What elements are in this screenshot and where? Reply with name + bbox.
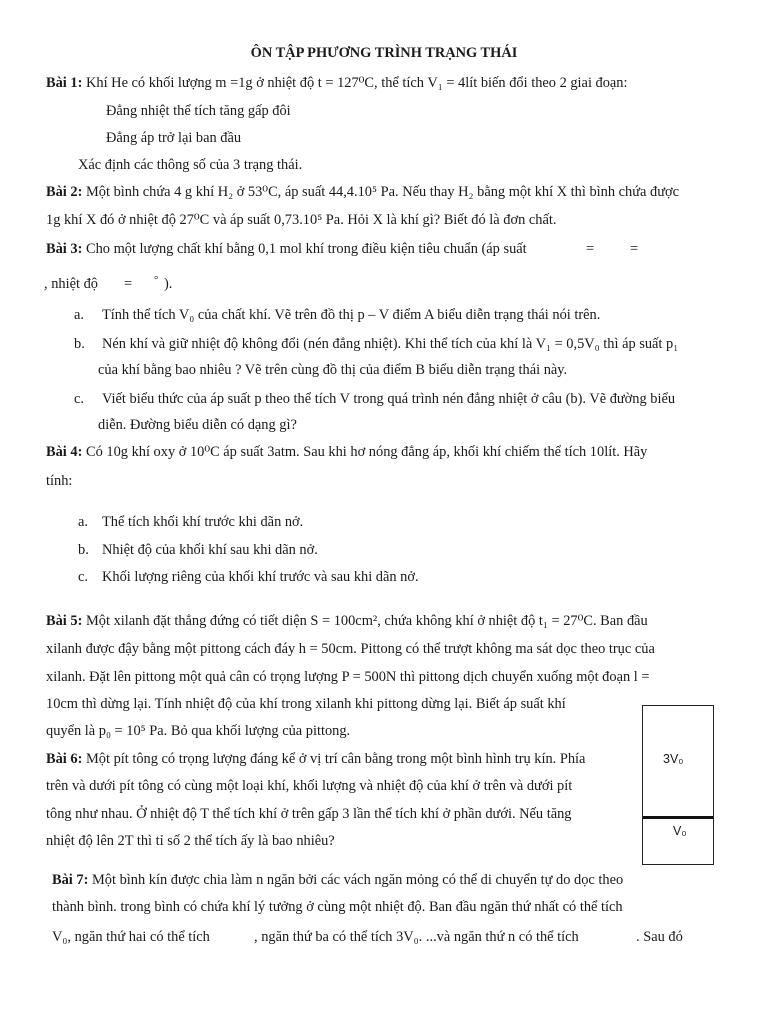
bai7-line1 bbox=[52, 871, 623, 889]
bai3-c-text: Viết biểu thức của áp suất p theo thể tích V trong quá trình nén đẳng nhiệt ở câu (b). Vẽ đường biểu bbox=[102, 391, 676, 407]
upper-volume-label: 3V₀ bbox=[663, 752, 684, 766]
bai3-line2d: ). bbox=[164, 276, 173, 292]
bai7-line2: thành bình. trong bình có chứa khí lý tưởng ở cùng một nhiệt độ. Ban đầu ngăn thứ nhất có thể tích bbox=[52, 899, 623, 915]
bai2-label: Bài 2: bbox=[46, 184, 83, 200]
bai7-line3c: . Sau đó bbox=[636, 929, 683, 945]
bai3-b bbox=[74, 335, 678, 353]
bai1-line4: Xác định các thông số của 3 trạng thái. bbox=[78, 157, 303, 173]
bai4-b-label: b. bbox=[78, 542, 89, 558]
bai5-line3: xilanh. Đặt lên pittong một quả cân có trọng lượng P = 500N thì pittong dịch chuyển xuống một đoạn l = bbox=[46, 669, 650, 685]
bai6-line2: trên và dưới pít tông có cùng một loại khí, khối lượng và nhiệt độ của khí ở trên và dưới pít bbox=[46, 778, 573, 794]
bai4-label: Bài 4: bbox=[46, 444, 83, 460]
bai6-line4: nhiệt độ lên 2T thì tỉ số 2 thể tích ấy là bao nhiêu? bbox=[46, 833, 335, 849]
bai2-line1 bbox=[46, 183, 679, 201]
bai4-c-text: Khối lượng riêng của khối khí trước và sau khi dãn nở. bbox=[102, 569, 419, 585]
bai7-line3b: , ngăn thứ ba có thể tích 3V₀. ...và ngăn thứ n có thể tích bbox=[254, 929, 579, 945]
bai3-b-text: Nén khí và giữ nhiệt độ không đổi (nén đẳng nhiệt). Khi thể tích của khí là V₁ = 0,5V₀ thì áp suất p₁ bbox=[102, 336, 679, 352]
bai6-line1 bbox=[46, 750, 585, 768]
bai3-degree: ° bbox=[154, 274, 159, 286]
bai5-line5: quyển là p₀ = 10⁵ Pa. Bỏ qua khối lượng của pittong. bbox=[46, 723, 351, 739]
bai4-line1 bbox=[46, 443, 647, 461]
bai4-b bbox=[78, 541, 318, 559]
bai7-label: Bài 7: bbox=[52, 872, 89, 888]
bai3-line1 bbox=[46, 240, 527, 258]
piston-line bbox=[643, 816, 713, 819]
bai3-a-text: Tính thể tích V₀ của chất khí. Vẽ trên đồ thị p – V điểm A biểu diễn trạng thái nói trên. bbox=[102, 307, 601, 323]
bai3-a bbox=[74, 306, 600, 324]
bai5-line2: xilanh được đậy bằng một pittong cách đáy h = 50cm. Pittong có thể trượt không ma sát dọc theo trục của bbox=[46, 641, 655, 657]
bai2-text: Một bình chứa 4 g khí H₂ ở 53⁰C, áp suất 44,4.10⁵ Pa. Nếu thay H₂ bằng một khí X thì bình chứa được bbox=[82, 184, 680, 200]
bai4-c-label: c. bbox=[78, 569, 88, 585]
bai3-label: Bài 3: bbox=[46, 241, 83, 257]
lower-volume-label: V₀ bbox=[673, 824, 687, 838]
bai3-c bbox=[74, 390, 675, 408]
bai3-b-line2: của khí bằng bao nhiêu ? Vẽ trên cùng đồ thị của điểm B biểu diễn trạng thái này. bbox=[98, 362, 568, 378]
bai1-line1 bbox=[46, 74, 628, 92]
bai7-text: Một bình kín được chia làm n ngăn bởi các vách ngăn mỏng có thể di chuyển tự do dọc theo bbox=[88, 872, 624, 888]
bai3-line2b: = bbox=[124, 276, 133, 292]
bai4-b-text: Nhiệt độ của khối khí sau khi dãn nở. bbox=[102, 542, 318, 558]
bai1-label: Bài 1: bbox=[46, 75, 83, 91]
bai3-c-line2: diễn. Đường biểu diễn có dạng gì? bbox=[98, 417, 297, 433]
bai5-text: Một xilanh đặt thẳng đứng có tiết diện S = 100cm², chứa không khí ở nhiệt độ t₁ = 27⁰C. Ban đầu bbox=[82, 613, 648, 629]
cylinder-diagram bbox=[642, 705, 714, 865]
bai1-line2: Đẳng nhiệt thể tích tăng gấp đôi bbox=[106, 103, 291, 119]
page-title: ÔN TẬP PHƯƠNG TRÌNH TRẠNG THÁI bbox=[250, 45, 518, 61]
bai6-line3: tông như nhau. Ở nhiệt độ T thể tích khí ở trên gấp 3 lần thể tích khí ở phần dưới. Nếu tăng bbox=[46, 806, 572, 822]
bai7-line3a: V₀, ngăn thứ hai có thể tích bbox=[52, 929, 210, 945]
bai5-line4: 10cm thì dừng lại. Tính nhiệt độ của khí trong xilanh khi pittong dừng lại. Biết áp suất khí bbox=[46, 696, 566, 712]
bai3-eq1: = bbox=[586, 241, 595, 257]
bai5-label: Bài 5: bbox=[46, 613, 83, 629]
bai3-line2a: , nhiệt độ bbox=[44, 276, 98, 292]
bai4-text: Có 10g khí oxy ở 10⁰C áp suất 3atm. Sau khi hơ nóng đẳng áp, khối khí chiếm thể tích 10lít. Hãy bbox=[82, 444, 648, 460]
bai4-a bbox=[78, 513, 303, 531]
bai3-c-label: c. bbox=[74, 391, 84, 407]
bai4-c bbox=[78, 568, 419, 586]
bai6-text: Một pít tông có trọng lượng đáng kể ở vị trí cân bằng trong một bình hình trụ kín. Phía bbox=[82, 751, 586, 767]
bai3-a-label: a. bbox=[74, 307, 84, 323]
bai5-line1 bbox=[46, 612, 648, 630]
bai1-text: Khí He có khối lượng m =1g ở nhiệt độ t = 127⁰C, thể tích V₁ = 4lít biến đổi theo 2 giai đoạn: bbox=[82, 75, 628, 91]
bai3-eq2: = bbox=[630, 241, 639, 257]
bai4-a-text: Thể tích khối khí trước khi dãn nở. bbox=[102, 514, 304, 530]
bai3-text: Cho một lượng chất khí bằng 0,1 mol khí trong điều kiện tiêu chuẩn (áp suất bbox=[82, 241, 527, 257]
bai6-label: Bài 6: bbox=[46, 751, 83, 767]
bai4-a-label: a. bbox=[78, 514, 88, 530]
bai3-b-label: b. bbox=[74, 336, 85, 352]
bai1-line3: Đẳng áp trở lại ban đầu bbox=[106, 130, 242, 146]
bai4-line2: tính: bbox=[46, 473, 73, 489]
bai2-line2: 1g khí X đó ở nhiệt độ 27⁰C và áp suất 0,73.10⁵ Pa. Hỏi X là khí gì? Biết đó là đơn chất. bbox=[46, 212, 557, 228]
